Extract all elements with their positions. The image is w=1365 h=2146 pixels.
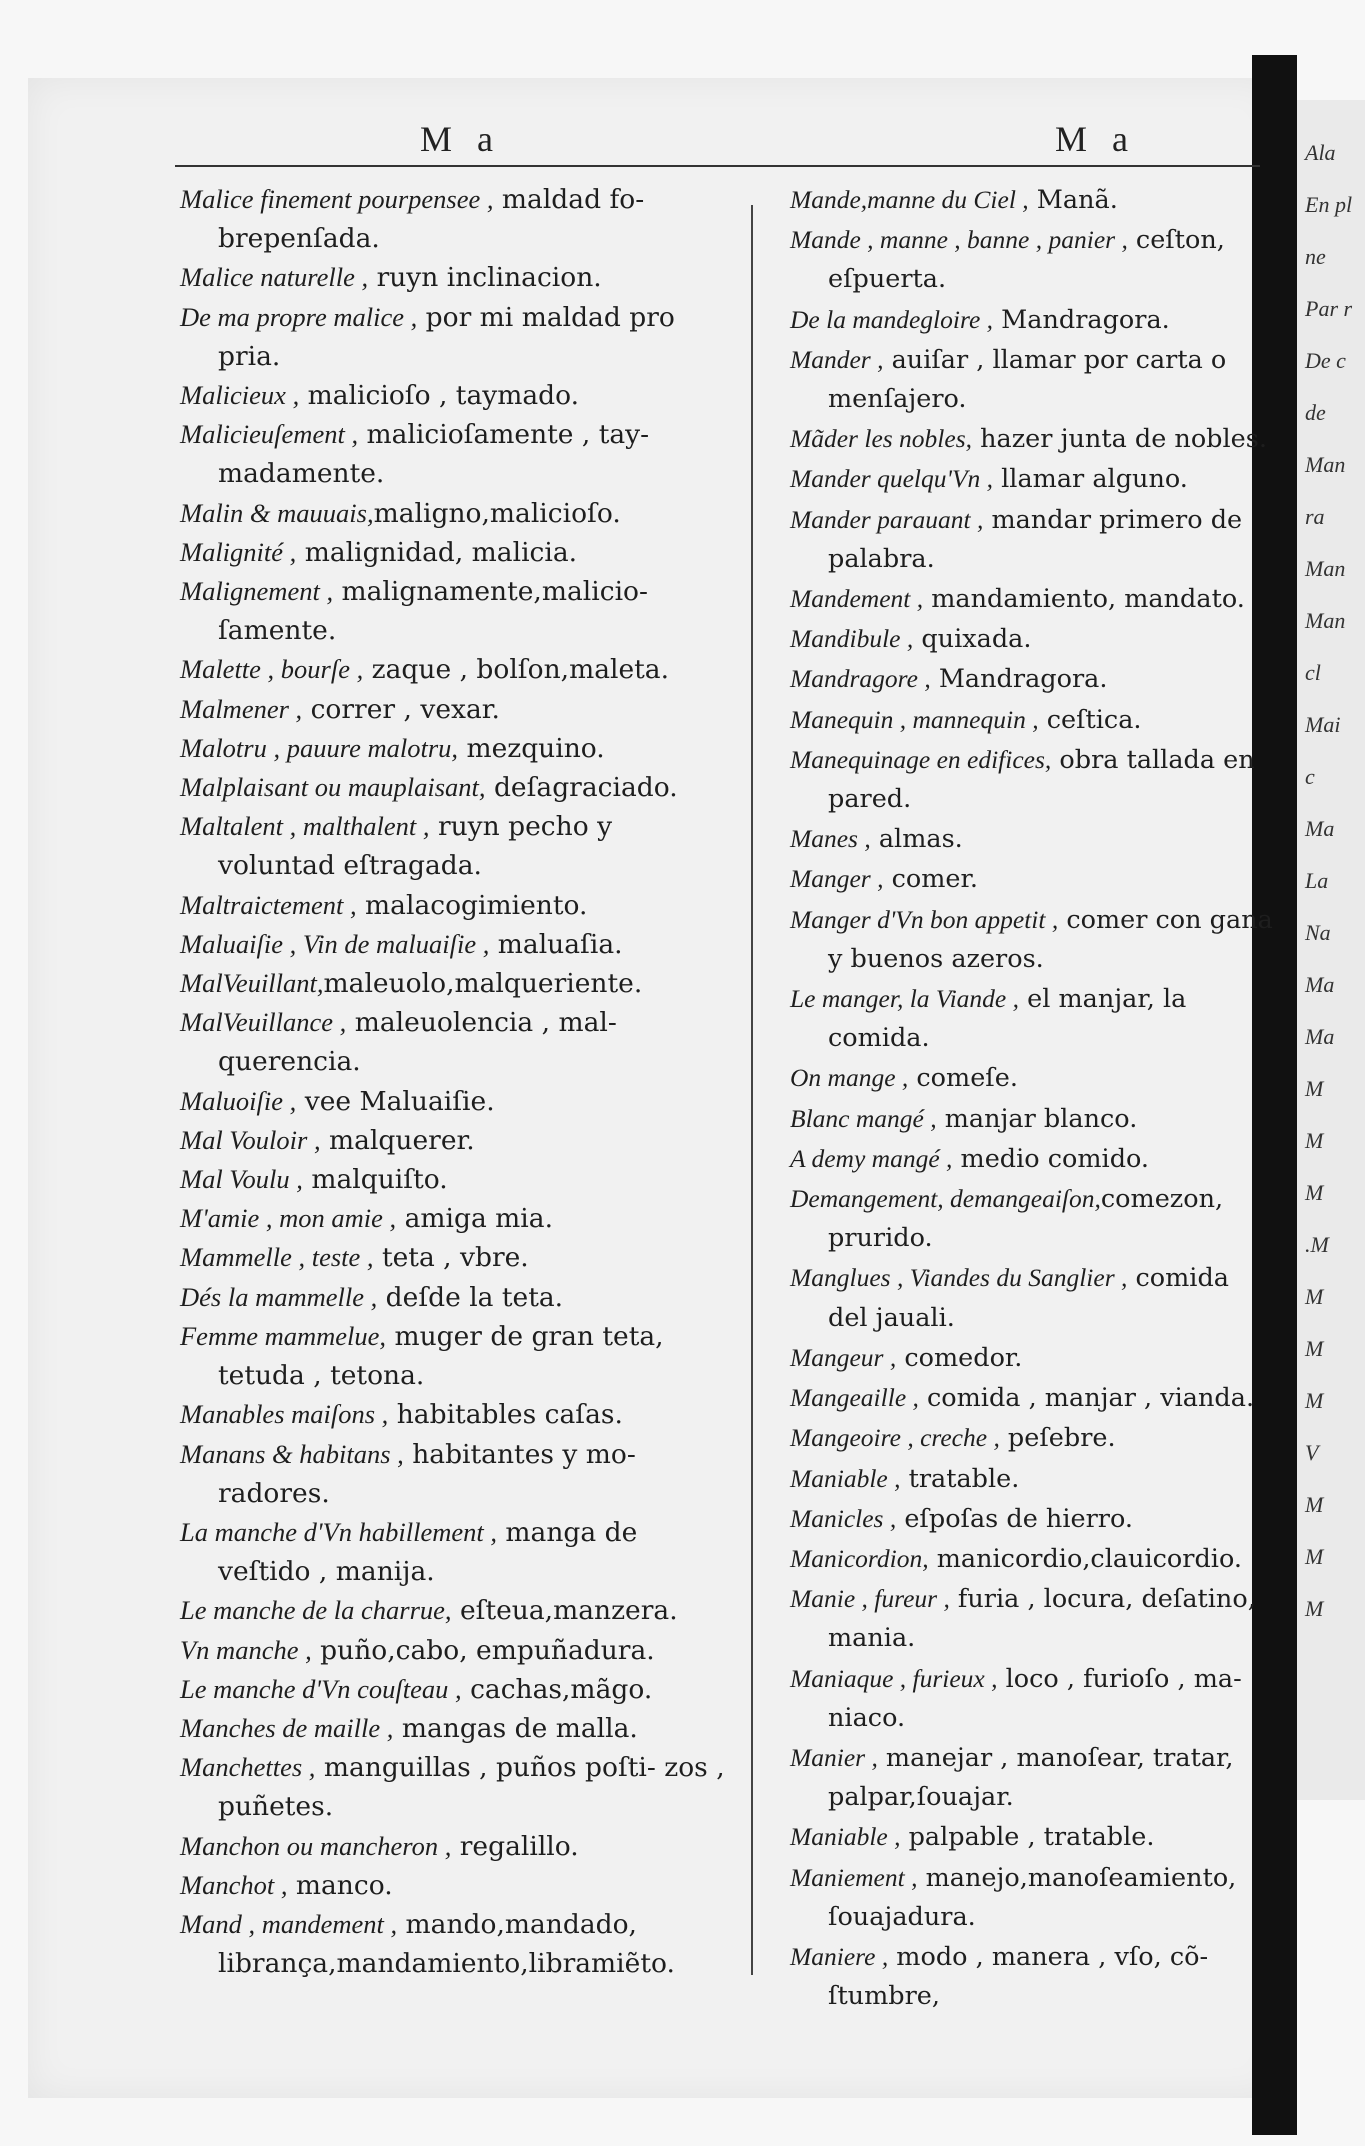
entry-definition: ruyn pecho y voluntad eſtragada.: [218, 811, 613, 882]
entry-headword: Malplaisant ou mauplaisant,: [180, 772, 486, 803]
entry-definition: maleuolencia , mal- querencia.: [218, 1007, 617, 1078]
dictionary-entry: [790, 300, 1275, 340]
entry-definition: llamar alguno.: [993, 464, 1188, 495]
entry-headword: Mand , mandement ,: [180, 1908, 398, 1939]
entry-definition: maldad fo- brepenſada.: [218, 184, 645, 255]
next-page-fragment: Man: [1305, 452, 1346, 477]
dictionary-entry: [790, 1817, 1275, 1857]
dictionary-entry: [790, 1858, 1275, 1937]
dictionary-entry: [180, 1003, 735, 1081]
next-page-fragment: Par r: [1305, 296, 1353, 321]
entry-headword: Mãder les nobles,: [790, 424, 973, 454]
next-page-fragment: De c: [1305, 348, 1346, 373]
entry-definition: malquiſto.: [302, 1164, 448, 1196]
dictionary-entry: [790, 740, 1275, 819]
entry-headword: Manes ,: [790, 824, 871, 854]
entry-headword: Malice naturelle ,: [180, 262, 369, 293]
entry-definition: ceſtica.: [1038, 704, 1142, 735]
dictionary-entry: [790, 1937, 1275, 2016]
entry-definition: eſpoſas de hierro.: [896, 1503, 1133, 1534]
dictionary-entry: [180, 1905, 735, 1983]
entry-headword: Manier ,: [790, 1742, 878, 1772]
dictionary-entry: [180, 925, 735, 964]
entry-headword: Manchettes ,: [180, 1752, 316, 1783]
dictionary-entry: [180, 1395, 735, 1434]
entry-definition: vee Maluaiſie.: [296, 1085, 495, 1117]
entry-headword: Mandibule ,: [790, 624, 914, 654]
dictionary-entry: [180, 1748, 735, 1826]
entry-definition: malicioſamente , tay- madamente.: [218, 419, 650, 490]
dictionary-entry: [180, 180, 735, 258]
entry-definition: regalillo.: [451, 1830, 579, 1862]
entry-definition: manco.: [287, 1869, 393, 1901]
entry-headword: Dés la mammelle ,: [180, 1281, 378, 1312]
dictionary-entry: [790, 459, 1275, 499]
entry-definition: habitantes y mo- radores.: [218, 1438, 636, 1509]
entry-headword: Le manche de la charrue,: [180, 1595, 452, 1626]
entry-definition: mandar primero de palabra.: [828, 504, 1243, 574]
entry-headword: Maluaiſie , Vin de maluaiſie ,: [180, 928, 490, 959]
entry-headword: Manequinage en edifices,: [790, 744, 1052, 774]
entry-headword: Manger d'Vn bon appetit ,: [790, 904, 1059, 934]
entry-headword: On mange ,: [790, 1063, 909, 1093]
next-page-fragment: c: [1305, 764, 1315, 789]
entry-definition: comida del jauali.: [828, 1263, 1229, 1333]
entry-definition: malignidad, malicia.: [296, 536, 578, 568]
entry-definition: hazer junta de nobles.: [972, 424, 1267, 455]
next-page-fragment: Na: [1305, 920, 1331, 945]
dictionary-entry: [790, 659, 1275, 699]
entry-headword: Demangement, demangeaiſon,: [790, 1184, 1101, 1214]
entry-definition: almas.: [870, 824, 963, 855]
entry-headword: Mander ,: [790, 344, 884, 374]
next-page-fragment: Ala: [1305, 140, 1336, 165]
next-page-fragment: M: [1305, 1596, 1324, 1621]
entry-headword: Manans & habitans ,: [180, 1438, 404, 1469]
dictionary-entry: [790, 1179, 1275, 1258]
entry-definition: comezon, prurido.: [828, 1184, 1224, 1254]
entry-definition: malicioſo , taymado.: [299, 380, 580, 412]
entry-definition: Manã.: [1028, 185, 1118, 215]
entry-definition: auiſar , llamar por carta o menſajero.: [828, 344, 1227, 415]
entry-definition: teta , vbre.: [373, 1242, 529, 1274]
entry-definition: furia , locura, deſatino, mania.: [828, 1584, 1256, 1654]
dictionary-entry: [180, 807, 735, 885]
header-rule: [175, 165, 1260, 167]
entry-headword: MalVeuillant,: [180, 968, 324, 999]
next-page-fragment: M: [1305, 1544, 1324, 1569]
entry-headword: De la mandegloire ,: [790, 304, 994, 334]
entry-headword: M'amie , mon amie ,: [180, 1203, 397, 1234]
running-head-right: M a: [1055, 119, 1136, 159]
next-page-fragment: Man: [1305, 556, 1346, 581]
entry-definition: eſteua,manzera.: [451, 1595, 678, 1627]
entry-headword: Mander parauant ,: [790, 504, 984, 534]
entry-definition: comer con gana y buenos azeros.: [828, 904, 1273, 974]
dictionary-entry: [180, 1591, 735, 1630]
entry-definition: Mandragora.: [993, 304, 1170, 335]
entry-definition: quixada.: [913, 624, 1032, 655]
dictionary-entry: [790, 1459, 1275, 1499]
dictionary-entry: [790, 1539, 1275, 1579]
next-page-fragment: de: [1305, 400, 1326, 425]
dictionary-entry: [790, 180, 1275, 220]
next-page-fragment: Ma: [1305, 816, 1335, 841]
entry-headword: Mander quelqu'Vn ,: [790, 464, 994, 494]
next-page-fragment: cl: [1305, 660, 1321, 685]
entry-headword: Manches de maille ,: [180, 1712, 394, 1743]
entry-definition: mandamiento, mandato.: [923, 584, 1245, 615]
dictionary-entry: [180, 258, 735, 297]
entry-headword: Mandragore ,: [790, 664, 931, 694]
dictionary-entry: [180, 1082, 735, 1121]
dictionary-entry: [180, 886, 735, 925]
dictionary-entry: [180, 729, 735, 768]
entry-definition: mando,mandado, librança,mandamiento,libramiẽto.: [218, 1908, 675, 1980]
dictionary-entry: [180, 1278, 735, 1317]
next-page-fragment: M: [1305, 1336, 1324, 1361]
entry-headword: Maltraictement ,: [180, 889, 357, 920]
next-page-fragment: M: [1305, 1284, 1324, 1309]
right-column: [790, 180, 1275, 2016]
dictionary-entry: [180, 1238, 735, 1277]
entry-headword: Maniable ,: [790, 1463, 901, 1493]
dictionary-entry: [790, 700, 1275, 740]
next-page-fragment: V: [1305, 1440, 1319, 1465]
dictionary-entry: [790, 500, 1275, 579]
entry-headword: Le manger, la Viande ,: [790, 984, 1020, 1014]
entry-headword: Maniable ,: [790, 1822, 901, 1852]
dictionary-entry: [180, 494, 735, 533]
dictionary-entry: [180, 415, 735, 493]
entry-headword: Manie , fureur ,: [790, 1584, 950, 1614]
entry-definition: comedor.: [896, 1342, 1023, 1373]
entry-definition: comer.: [883, 864, 978, 895]
entry-definition: peſebre.: [999, 1423, 1116, 1454]
next-page-strip: [1297, 100, 1365, 1800]
entry-definition: manejar , manoſear, tratar, palpar,ſouajar.: [828, 1742, 1234, 1813]
dictionary-entry: [790, 419, 1275, 459]
dictionary-entry: [180, 690, 735, 729]
dictionary-entry: [790, 1258, 1275, 1337]
entry-headword: Manables maiſons ,: [180, 1399, 389, 1430]
entry-definition: maluaſia.: [489, 928, 623, 960]
entry-definition: muger de gran teta, tetuda , tetona.: [218, 1320, 664, 1392]
dictionary-entry: [790, 819, 1275, 859]
entry-definition: zaque , bolſon,maleta.: [363, 654, 670, 686]
entry-definition: habitables caſas.: [388, 1399, 623, 1431]
entry-headword: Mal Vouloir ,: [180, 1124, 321, 1155]
entry-headword: Malignement ,: [180, 576, 334, 607]
entry-headword: Maniement ,: [790, 1862, 918, 1892]
dictionary-entry: [180, 1199, 735, 1238]
entry-headword: Maniere ,: [790, 1941, 889, 1971]
dictionary-entry: [180, 1670, 735, 1709]
dictionary-entry: [180, 1121, 735, 1160]
entry-headword: Vn manche ,: [180, 1634, 312, 1665]
dictionary-entry: [790, 220, 1275, 299]
next-page-fragment: ra: [1305, 504, 1325, 529]
entry-headword: Manequin , mannequin ,: [790, 704, 1039, 734]
entry-definition: tratable.: [900, 1463, 1020, 1494]
dictionary-entry: [180, 572, 735, 650]
dictionary-entry: [790, 619, 1275, 659]
dictionary-entry: [180, 768, 735, 807]
next-page-fragment: La: [1305, 868, 1329, 893]
next-page-fragment: .M: [1305, 1232, 1329, 1257]
entry-headword: Malicieuſement ,: [180, 419, 359, 450]
next-page-fragment: ne: [1305, 244, 1326, 269]
dictionary-entry: [180, 1631, 735, 1670]
entry-definition: amiga mia.: [396, 1203, 553, 1235]
entry-definition: malquerer.: [320, 1124, 475, 1156]
dictionary-entry: [180, 1435, 735, 1513]
dictionary-entry: [180, 1827, 735, 1866]
dictionary-entry: [180, 964, 735, 1003]
entry-definition: puño,cabo, empuñadura.: [311, 1634, 655, 1666]
dictionary-entry: [790, 1418, 1275, 1458]
entry-headword: Mangeaille ,: [790, 1383, 919, 1413]
column-divider: [751, 205, 753, 1975]
entry-headword: Mande,manne du Ciel ,: [790, 185, 1029, 214]
entry-headword: De ma propre malice ,: [180, 301, 418, 332]
entry-headword: La manche d'Vn habillement ,: [180, 1516, 497, 1547]
next-page-fragment: Man: [1305, 608, 1346, 633]
entry-headword: Mandement ,: [790, 584, 924, 614]
entry-definition: ruyn inclinacion.: [368, 262, 602, 294]
dictionary-entry: [790, 1338, 1275, 1378]
dictionary-entry: [790, 979, 1275, 1058]
entry-headword: Manchon ou mancheron ,: [180, 1830, 452, 1861]
running-head-left: M a: [420, 119, 501, 159]
entry-headword: Malmener ,: [180, 693, 303, 724]
dictionary-entry: [180, 650, 735, 689]
dictionary-entry: [790, 1058, 1275, 1098]
entry-definition: manejo,manoſeamiento, ſouajadura.: [828, 1862, 1237, 1932]
entry-headword: Femme mammelue,: [180, 1320, 387, 1351]
entry-definition: malignamente,malicio- ſamente.: [218, 576, 648, 647]
entry-definition: palpable , tratable.: [900, 1822, 1155, 1853]
dictionary-entry: [790, 1499, 1275, 1539]
dictionary-entry: [790, 1139, 1275, 1179]
entry-headword: Manchot ,: [180, 1869, 288, 1900]
entry-definition: manjar blanco.: [936, 1103, 1138, 1134]
dictionary-entry: [790, 1659, 1275, 1738]
entry-definition: Mandragora.: [930, 664, 1108, 695]
entry-definition: comida , manjar , vianda.: [918, 1383, 1255, 1414]
dictionary-entry: [790, 340, 1275, 419]
entry-definition: ceſton, eſpuerta.: [828, 225, 1225, 295]
entry-headword: Manicordion,: [790, 1543, 929, 1573]
entry-definition: malacogimiento.: [356, 889, 588, 921]
next-page-fragment: Mai: [1305, 712, 1341, 737]
entry-definition: maligno,malicioſo.: [373, 497, 621, 529]
entry-headword: Blanc mangé ,: [790, 1103, 937, 1133]
entry-headword: Manicles ,: [790, 1503, 897, 1533]
entry-headword: Manglues , Viandes du Sanglier ,: [790, 1263, 1128, 1293]
entry-headword: Malignité ,: [180, 536, 297, 567]
dictionary-entry: [180, 1866, 735, 1905]
dictionary-entry: [180, 1513, 735, 1591]
entry-headword: Mangeur ,: [790, 1342, 897, 1372]
entry-headword: A demy mangé ,: [790, 1143, 953, 1173]
entry-definition: el manjar, la comida.: [828, 984, 1187, 1054]
entry-definition: por mi maldad pro pria.: [218, 301, 675, 372]
entry-definition: manguillas , puños poſti- zos , puñetes.: [218, 1752, 725, 1823]
entry-headword: Manger ,: [790, 864, 884, 894]
next-page-fragment: En pl: [1305, 192, 1353, 217]
entry-headword: Mangeoire , creche ,: [790, 1423, 1000, 1453]
dictionary-entry: [790, 1099, 1275, 1139]
next-page-fragment: Ma: [1305, 972, 1335, 997]
dictionary-entry: [790, 900, 1275, 979]
dictionary-entry: [180, 1160, 735, 1199]
entry-headword: Malotru , pauure malotru,: [180, 732, 459, 763]
entry-definition: mezquino.: [458, 732, 605, 764]
dictionary-entry: [790, 1738, 1275, 1817]
entry-headword: Malice finement pourpensee ,: [180, 184, 494, 214]
dictionary-entry: [180, 1709, 735, 1748]
dictionary-entry: [790, 859, 1275, 899]
dictionary-entry: [790, 1579, 1275, 1658]
entry-definition: obra tallada en pared.: [828, 744, 1255, 815]
dictionary-entry: [790, 1378, 1275, 1418]
entry-headword: Mammelle , teste ,: [180, 1242, 374, 1273]
entry-headword: Maltalent , malthalent ,: [180, 811, 430, 842]
entry-headword: Le manche d'Vn couſteau ,: [180, 1673, 462, 1704]
dictionary-entry: [790, 579, 1275, 619]
dictionary-entry: [180, 298, 735, 376]
next-page-fragment: Ma: [1305, 1024, 1335, 1049]
entry-headword: Malicieux ,: [180, 380, 300, 411]
entry-definition: deſde la teta.: [377, 1281, 564, 1313]
entry-headword: MalVeuillance ,: [180, 1007, 347, 1038]
dictionary-entry: [180, 1317, 735, 1395]
entry-definition: correr , vexar.: [302, 693, 500, 725]
entry-definition: maleuolo,malqueriente.: [323, 968, 643, 1000]
next-page-fragment: M: [1305, 1388, 1324, 1413]
entry-definition: cachas,mãgo.: [461, 1673, 653, 1705]
entry-headword: Maniaque , furieux ,: [790, 1663, 998, 1693]
entry-definition: manga de veſtido , manija.: [218, 1516, 638, 1588]
entry-definition: medio comido.: [952, 1143, 1150, 1174]
entry-definition: deſagraciado.: [485, 772, 678, 804]
entry-definition: manicordio,clauicordio.: [928, 1543, 1242, 1574]
entry-headword: Maluoiſie ,: [180, 1085, 297, 1116]
entry-definition: modo , manera , vſo, cõ- ſtumbre,: [828, 1941, 1209, 2012]
next-page-fragment: M: [1305, 1492, 1324, 1517]
entry-definition: comeſe.: [908, 1063, 1018, 1094]
entry-headword: Malin & mauuais,: [180, 497, 374, 528]
entry-definition: mangas de malla.: [393, 1712, 638, 1744]
left-column: [180, 180, 735, 1983]
entry-headword: Malette , bourſe ,: [180, 654, 364, 685]
next-page-fragment: M: [1305, 1180, 1324, 1205]
entry-headword: Mal Voulu ,: [180, 1164, 303, 1195]
entry-headword: Mande , manne , banne , panier ,: [790, 225, 1128, 255]
entry-definition: loco , furioſo , ma- niaco.: [828, 1663, 1242, 1733]
dictionary-entry: [180, 533, 735, 572]
dictionary-entry: [180, 376, 735, 415]
next-page-fragment: M: [1305, 1076, 1324, 1101]
next-page-fragment: M: [1305, 1128, 1324, 1153]
